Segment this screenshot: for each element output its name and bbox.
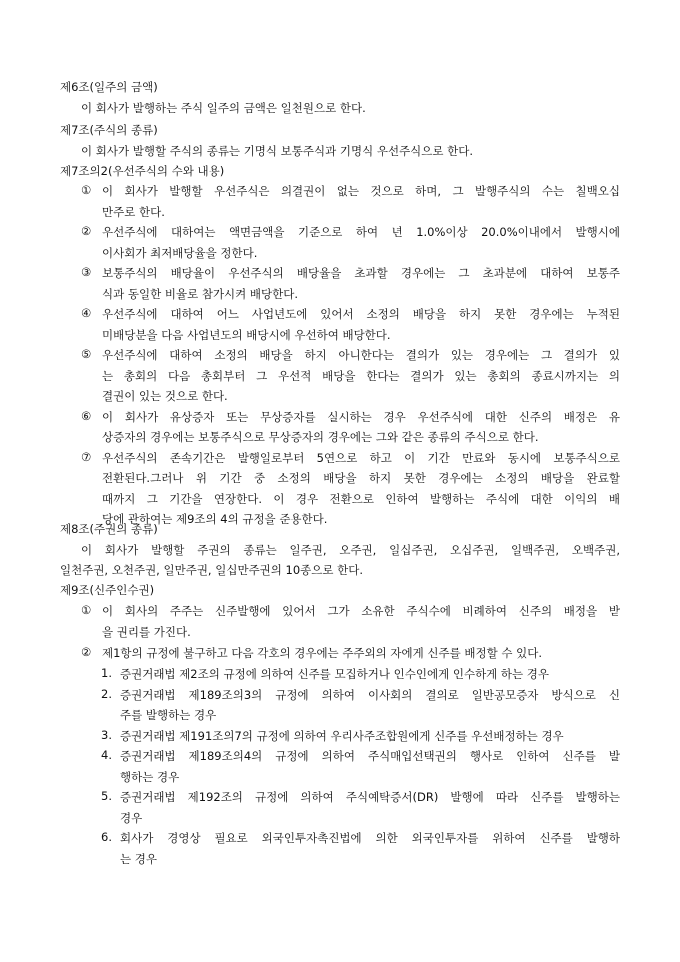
article-9-subitem-line: 증권거래법 제192조의 규정에 의하여 주식예탁증서(DR) 발행에 따라 신주를 발행하는 bbox=[120, 790, 620, 804]
article-9-subitem-line: 행하는 경우 bbox=[120, 770, 180, 784]
article-7-2-item-line: 우선주식의 존속기간은 발행일로부터 5연으로 하고 이 기간 만료와 동시에 보통주식으로 bbox=[102, 451, 620, 465]
article-7-2-item-marker: ② bbox=[81, 224, 92, 238]
article-7-2-item-line: 결권이 있는 것으로 한다. bbox=[102, 389, 228, 403]
article-7-heading: 제7조(주식의 종류) bbox=[60, 123, 158, 137]
article-7-2-item-line: 이 회사가 발행할 우선주식은 의결권이 없는 것으로 하며, 그 발행주식의 수는 칠백오십 bbox=[102, 184, 620, 198]
article-6-body: 이 회사가 발행하는 주식 일주의 금액은 일천원으로 한다. bbox=[81, 101, 366, 115]
article-9-subitem-marker: 4. bbox=[101, 748, 112, 762]
article-9-subitem-line: 는 경우 bbox=[120, 852, 157, 866]
article-7-2-item-line: 만주로 한다. bbox=[102, 205, 165, 219]
article-9-subitem-line: 증권거래법 제191조의7의 규정에 의하여 우리사주조합원에게 신주를 우선배정하는 경우 bbox=[120, 729, 564, 743]
article-7-2-item-line: 보통주식의 배당율이 우선주식의 배당율을 초과할 경우에는 그 초과분에 대하여 보통주 bbox=[102, 266, 620, 280]
article-7-2-item-line: 이사회가 최저배당율을 정한다. bbox=[102, 246, 258, 260]
article-7-2-item-line: 이 회사가 유상증자 또는 무상증자를 실시하는 경우 우선주식에 대한 신주의 배정은 유 bbox=[102, 410, 620, 424]
article-7-2-item-line: 우선주식에 대하여는 액면금액을 기준으로 하여 년 1.0%이상 20.0%이내에서 발행시에 bbox=[102, 225, 620, 239]
article-9-subitem-marker: 2. bbox=[101, 687, 112, 701]
article-7-2-item-line: 때까지 그 기간을 연장한다. 이 경우 전환으로 인하여 발행하는 주식에 대한 이익의 배 bbox=[102, 492, 620, 506]
article-9-item-line: 을 권리를 가진다. bbox=[102, 625, 191, 639]
article-7-2-item-line: 당에 관하여는 제9조의 4의 규정을 준용한다. bbox=[102, 512, 328, 526]
article-7-2-item-marker: ⑥ bbox=[81, 409, 92, 423]
article-9-heading: 제9조(신주인수권) bbox=[60, 583, 155, 597]
article-9-subitem-marker: 3. bbox=[101, 728, 112, 742]
article-7-2-item-line: 우선주식에 대하여 어느 사업년도에 있어서 소정의 배당을 하지 못한 경우에는 누적된 bbox=[102, 307, 620, 321]
article-9-subitem-line: 증권거래법 제189조의3의 규정에 의하여 이사회의 결의로 일반공모증자 방식으로 신 bbox=[120, 688, 620, 702]
article-9-subitem-marker: 6. bbox=[101, 830, 112, 844]
article-9-item-marker: ① bbox=[81, 603, 92, 617]
article-9-subitem-marker: 1. bbox=[101, 666, 112, 680]
article-7-2-heading: 제7조의2(우선주식의 수와 내용) bbox=[60, 164, 225, 178]
article-7-2-item-line: 는 총회의 다음 총회부터 그 우선적 배당을 한다는 결의가 있는 총회의 종료시까지는 의 bbox=[102, 369, 620, 383]
article-9-subitem-line: 증권거래법 제2조의 규정에 의하여 신주를 모집하거나 인수인에게 인수하게 하는 경우 bbox=[120, 667, 550, 681]
article-7-2-item-line: 미배당분을 다음 사업년도의 배당시에 우선하여 배당한다. bbox=[102, 328, 391, 342]
article-9-item-marker: ② bbox=[81, 645, 92, 659]
article-8-line: 일천주권, 오천주권, 일만주권, 일십만주권의 10종으로 한다. bbox=[60, 563, 364, 577]
article-7-2-item-line: 전환된다.그러나 위 기간 중 소정의 배당을 하지 못한 경우에는 소정의 배당을 완료할 bbox=[102, 471, 620, 485]
article-7-2-item-marker: ⑦ bbox=[81, 450, 92, 464]
article-7-2-item-marker: ⑤ bbox=[81, 347, 92, 361]
article-7-2-item-marker: ① bbox=[81, 183, 92, 197]
article-9-subitem-marker: 5. bbox=[101, 789, 112, 803]
article-9-subitem-line: 회사가 경영상 필요로 외국인투자촉진법에 의한 외국인투자를 위하여 신주를 발행하 bbox=[120, 831, 620, 845]
article-7-body: 이 회사가 발행할 주식의 종류는 기명식 보통주식과 기명식 우선주식으로 한다. bbox=[81, 144, 474, 158]
article-8-line: 이 회사가 발행할 주권의 종류는 일주권, 오주권, 일십주권, 오십주권, 일백주권, 오백주권, bbox=[81, 543, 620, 557]
article-9-subitem-line: 주를 발행하는 경우 bbox=[120, 708, 217, 722]
article-6-heading: 제6조(일주의 금액) bbox=[60, 80, 158, 94]
article-7-2-item-line: 상증자의 경우에는 보통주식으로 무상증자의 경우에는 그와 같은 종류의 주식으로 한다. bbox=[102, 430, 539, 444]
article-7-2-item-marker: ③ bbox=[81, 265, 92, 279]
article-7-2-item-line: 식과 동일한 비율로 참가시켜 배당한다. bbox=[102, 287, 299, 301]
article-7-2-item-marker: ④ bbox=[81, 306, 92, 320]
article-9-subitem-line: 경우 bbox=[120, 811, 143, 825]
article-7-2-item-line: 우선주식에 대하여 소정의 배당을 하지 아니한다는 결의가 있는 경우에는 그 결의가 있 bbox=[102, 348, 620, 362]
article-9-item-line: 이 회사의 주주는 신주발행에 있어서 그가 소유한 주식수에 비례하여 신주의 배정을 받 bbox=[102, 604, 620, 618]
article-8-heading: 제8조(주권의 종류) bbox=[60, 522, 158, 536]
article-9-item-line: 제1항의 규정에 불구하고 다음 각호의 경우에는 주주외의 자에게 신주를 배정할 수 있다. bbox=[102, 646, 542, 660]
article-9-subitem-line: 증권거래법 제189조의4의 규정에 의하여 주식매입선택권의 행사로 인하여 신주를 발 bbox=[120, 749, 620, 763]
